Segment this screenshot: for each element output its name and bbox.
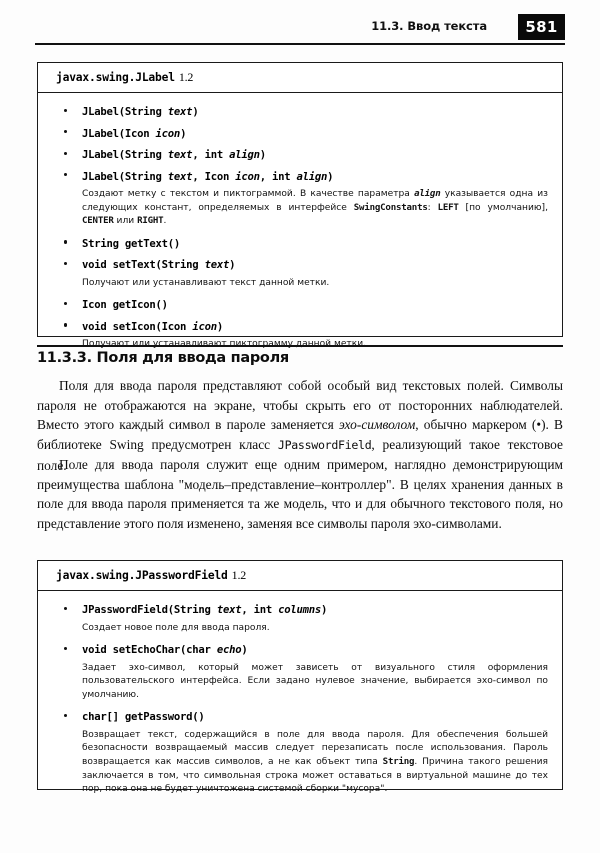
- api-method-description-item: [52, 188, 548, 229]
- api-method-description-item: [52, 729, 548, 797]
- api-method-signature: [52, 167, 548, 187]
- api-method-signature-text: JLabel(String text, Icon icon, int align): [82, 170, 334, 183]
- api-method-description: Задает эхо-символ, который может зависеть от визуального стиля оформления пользовательского интерфейса. Если задано нулевое значение, выбирается эхо-символ по умолчанию.: [82, 662, 548, 700]
- api-method-description: Получают или устанавливают текст данной метки.: [82, 277, 330, 288]
- body-paragraph-1: Поля для ввода пароля представляют собой особый вид текстовых полей. Символы пароля не отображаются на экране, чтобы скрыть его от посторонних наблюдателей. Вместо этого каждый символ в пароле заменяется эхо-символом, обычно маркером (•). В библиотеке Swing предусмотрен класс JPasswordField, реализующий такое текстовое поле.: [37, 378, 563, 473]
- page-number: 581: [525, 18, 558, 36]
- api-box-jpasswordfield-header: [38, 561, 562, 591]
- api-box-jpasswordfield-version: 1.2: [231, 568, 247, 582]
- api-method-signature: [52, 295, 548, 315]
- api-method-signature-text: JLabel(String text): [82, 106, 199, 118]
- api-box-jlabel-version: 1.2: [178, 70, 194, 84]
- api-entry-list-jpasswordfield: [52, 600, 548, 797]
- section-heading: 11.3.3. Поля для ввода пароля: [37, 350, 289, 366]
- body-paragraph-2: Поле для ввода пароля служит еще одним примером, наглядно демонстрирующим преимущества шаблона "модель–представление–контроллер". В целях хранения данных в поле для ввода пароля применяется та же модель, что и для обычного текстового поля, но представление этого поля изменено, заменяя все символы пароля эхо-символами.: [37, 457, 563, 532]
- api-method-signature: [52, 145, 548, 165]
- running-head-title: 11.3. Ввод текста: [371, 19, 487, 33]
- api-method-signature-text: void setText(String text): [82, 259, 236, 272]
- api-box-jpasswordfield-body: [38, 591, 562, 812]
- api-method-signature-text: JLabel(String text, int align): [82, 149, 266, 161]
- api-method-signature-text: JPasswordField(String text, int columns): [82, 604, 328, 616]
- api-method-signature: [52, 707, 548, 727]
- api-method-signature: [52, 234, 548, 254]
- api-method-signature-text: void setIcon(Icon icon): [82, 320, 223, 333]
- api-entry-list-jlabel: [52, 102, 548, 352]
- api-method-signature: [52, 255, 548, 275]
- api-method-signature-text: Icon getIcon(): [82, 299, 168, 312]
- api-method-description-item: [52, 662, 548, 703]
- api-method-description: Создает новое поле для ввода пароля.: [82, 622, 270, 633]
- api-method-description-item: [52, 622, 548, 636]
- api-method-signature: [52, 317, 548, 337]
- api-box-jpasswordfield: [37, 560, 563, 795]
- running-head: [35, 18, 565, 50]
- api-method-signature: [52, 640, 548, 660]
- api-method-description: Возвращает текст, содержащийся в поле для ввода пароля. Для обеспечения большей безопасности возвращаемый массив следует перезаписать после использования. Пароль возвращается как массив символов, а не как объект типа String. Причина такого решения заключается в том, что символьная строка может оставаться в виртуальной машине до тех пор, пока она не будет уничтожена системой сборки "мусора".: [82, 729, 548, 795]
- api-box-jlabel-header: [38, 63, 562, 93]
- api-method-signature: [52, 124, 548, 144]
- section-heading-rule: [37, 345, 563, 347]
- api-box-jlabel-body: [38, 93, 562, 367]
- api-method-description: Создают метку с текстом и пиктограммой. В качестве параметра align указывается одна из следующих констант, определяемых в интерфейсе SwingConstants: LEFT [по умолчанию], CENTER или RIGHT.: [82, 189, 549, 227]
- api-method-signature-text: void setEchoChar(char echo): [82, 644, 248, 657]
- api-method-signature-text: char[] getPassword(): [82, 711, 205, 724]
- header-rule: [35, 43, 565, 45]
- api-method-description-item: [52, 277, 548, 291]
- api-method-signature-text: JLabel(Icon icon): [82, 127, 187, 140]
- api-method-signature: [52, 600, 548, 620]
- api-method-signature: [52, 102, 548, 122]
- api-box-jlabel: [37, 62, 563, 337]
- api-box-jpasswordfield-class: javax.swing.JPasswordField: [56, 569, 228, 582]
- api-box-jlabel-class: javax.swing.JLabel: [56, 71, 175, 84]
- api-method-signature-text: String getText(): [82, 237, 181, 250]
